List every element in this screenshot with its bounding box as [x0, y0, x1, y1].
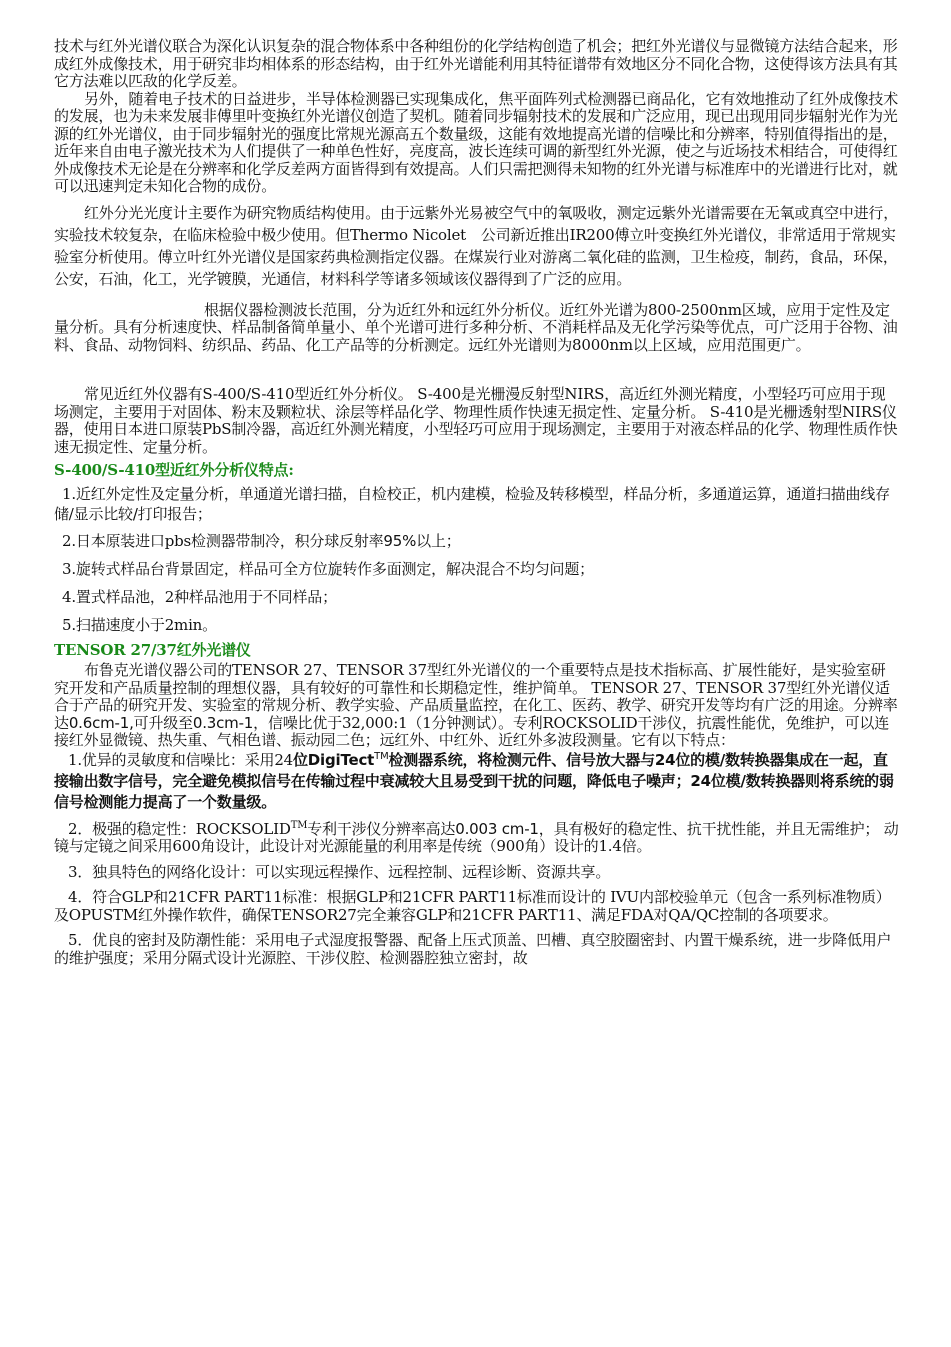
text-run-bold: 傅立叶变换红外光谱仪，非常适用于常规实验室分析使用。 [54, 225, 896, 266]
text-run-sans: 仪器有 [158, 385, 203, 403]
feature-network: 3．独具特色的网络化设计：可以实现远程操作、远程控制、远程诊断、资源共享。 [68, 862, 611, 881]
feature-sensitivity [54, 750, 899, 813]
heading-s400-features [54, 460, 899, 480]
trademark: TM [290, 819, 308, 831]
text-run-sans: 0.003 cm-1 [455, 819, 539, 838]
heading-part: 红外光谱仪 [176, 641, 251, 659]
paragraph-common-nir [54, 386, 899, 456]
heading-part: TENSOR 27/37 [54, 641, 177, 659]
text-run: 红外分光光度计主要作为研究物质结构使用。由于远紫外光易被空气中的氧吸收，测定远紫外光谱需要在无氧或真空中进行，实验技术较复杂，在临床检验中极少使用。但Thermo Nicolet 公司新近推出IR200 [54, 203, 899, 244]
text-run: 2．极强的稳定性：ROCKSOLID [68, 819, 291, 838]
list-item [54, 586, 899, 608]
heading-part: : [288, 461, 294, 479]
text-run: 4.置式样品池，2 [62, 588, 175, 606]
text-run: ，具有极好的稳定性、抗干扰性能，并且无需维护； 动镜与定镜之间采用600角设计，此设计对光源能量的利用率是传统（900角）设计的1.4倍。 [54, 819, 899, 855]
text-run: 可升级至 [133, 713, 193, 732]
heading-tensor [54, 640, 899, 660]
list-item: 3.旋转式样品台背景固定，样品可全方位旋转作多面测定，解决混合不均匀问题； [62, 560, 594, 578]
text-run-sans: 。 [202, 616, 217, 634]
text-run-bold: 位DigiTect [293, 750, 375, 769]
paragraph-tensor-intro [54, 662, 899, 750]
text-run-sans: 显示比较/打印报告； [73, 505, 212, 523]
list-item [54, 530, 899, 552]
text-run-sans: 检测器带制冷，积分球反射率95%以上； [191, 532, 461, 550]
text-run: 布鲁克光谱仪器公司的TENSOR 27、TENSOR 37型红外光谱仪的一个重要特点是技术指标高、扩展性能好，是实验室研究开发和产品质量控制的理想仪器，具有较好的可靠性和长期稳定性，维护简单。 TENSOR 27、TENSOR 37型红外光谱仪适合于产品的研究开发、实验室的常规分析、教学实验、产品质量监控，在化工、医药、教学、研究开发等均有广泛的用途。分辨率达 [54, 661, 898, 732]
text-run: 1.近红外定性及定量分析，单通道光谱扫描，自检校正，机内建模，检验及转移模型，样品分析，多通道运算，通道扫描曲线存储/ [54, 485, 890, 523]
text-run: S-400/S-410型近红外分析仪。 S-400是光栅漫反射型NIRS，高近红外测光精度，小型轻巧可应用于现场测定，主要用于对固体、粉末及颗粒状、涂层等样品化学、物理性质作快速无损定性、定量分析。 S-410是光栅透射型NIRS仪器，使用日本进口原装PbS制冷器，高近红外测光精度，小型轻巧可应用于现场测定，主要用于对液态样品的化学、物理性质作快速无损定性、定量分析。 [54, 385, 898, 456]
text-run: 常见近红外 [84, 385, 159, 403]
text-run: 专利干涉仪分辨率高达 [307, 819, 456, 838]
trademark: TM [374, 750, 389, 762]
text-run-sans: 种样品池用于不同样品； [174, 588, 337, 606]
heading-part: S-400/S-410 [54, 461, 156, 479]
text-run-bold: 检测器系统，将检测元件、信号放大器与24位的模/数转换器集成在一起，直接输出数字信号，完全避免模拟信号在传输过程中衰减较大且易受到干扰的问题，降低电子噪声；24位模/数转换器则将系统的弱信号检测能力提高了一个数量级。 [54, 750, 894, 811]
feature-stability [54, 821, 899, 856]
text-run: 2.日本原装进口pbs [62, 532, 192, 550]
text-run-sans: 0.6cm-1, [68, 713, 134, 732]
text-run-sans: 0.3cm-1 [192, 713, 254, 732]
paragraph-spectrophotometer [54, 202, 899, 290]
list-item [54, 614, 899, 636]
text-run: 5.扫描速度小于2min [62, 616, 203, 634]
paragraph-electronics: 另外，随着电子技术的日益进步，半导体检测器已实现集成化，焦平面阵列式检测器已商品化，它有效地推动了红外成像技术的发展，也为未来发展非傅里叶变换红外光谱仪创造了契机。随着同步辐射技术的发展和广泛应用，现已出现用同步辐射光作为光源的红外光谱仪，由于同步辐射光的强度比常规光源高五个数量级，这能有效地提高光谱的信噪比和分辨率，特别值得指出的是，近年来自由电子激光技术为人们提供了一种单色性好，亮度高，波长连续可调的新型红外光源，使之与近场技术相结合，可使得红外成像技术无论是在分辨率和化学反差两方面皆得到有效提高。人们只需把测得未知物的红外光谱与标准库中的光谱进行比对，就可以迅速判定未知化合物的成份。 [54, 89, 899, 195]
paragraph-imaging: 技术与红外光谱仪联合为深化认识复杂的混合物体系中各种组份的化学结构创造了机会；把红外光谱仪与显微镜方法结合起来，形成红外成像技术，用于研究非均相体系的形态结构，由于红外光谱能利用其特征谱带有效地区分不同化合物，这使得该方法具有其它方法难以匹敌的化学反差。 [54, 37, 898, 90]
feature-sealing: 5．优良的密封及防潮性能：采用电子式湿度报警器、配备上压式顶盖、凹槽、真空胶圈密封、内置干燥系统，进一步降低用户的维护强度；采用分隔式设计光源腔、干涉仪腔、检测器腔独立密封，故 [54, 931, 892, 967]
text-run: 1.优异的灵敏度和信噪比：采用24 [68, 750, 293, 769]
heading-part: 型近红外分析仪特点 [155, 461, 289, 479]
list-item [54, 484, 899, 524]
feature-glp: 4．符合GLP和21CFR PART11标准：根据GLP和21CFR PART11标准而设计的 IVU内部校验单元（包含一系列标准物质）及OPUSTM红外操作软件，确保TENSOR27完全兼容GLP和21CFR PART11、满足FDA对QA/QC控制的各项要求。 [54, 888, 891, 924]
text-run: 傅立叶红外光谱仪是国家药典检测指定仪器。在煤炭行业对游离二氧化硅的监测，卫生检疫，制药，食品，环保，公安，石油，化工，光学镀膜，光通信，材料科学等诸多领域该仪器得到了广泛的应用。 [54, 247, 898, 288]
text-run: ，信噪比优于32,000:1（1分钟测试）。专利ROCKSOLID干涉仪，抗震性能优，免维护，可以连接红外显微镜、热失重、气相色谱、振动园二色；远红外、中红外、近红外多波段测量。它有以下特点： [54, 713, 890, 749]
paragraph-wavelength-range: 根据仪器检测波长范围，分为近红外和远红外分析仪。近红外光谱为800-2500nm区域，应用于定性及定量分析。具有分析速度快、样品制备简单量小、单个光谱可进行多种分析、不消耗样品及无化学污染等优点，可广泛用于谷物、油料、食品、动物饲料、纺织品、药品、化工产品等的分析测定。远红外光谱则为8000nm以上区域，应用范围更广。 [54, 300, 898, 354]
